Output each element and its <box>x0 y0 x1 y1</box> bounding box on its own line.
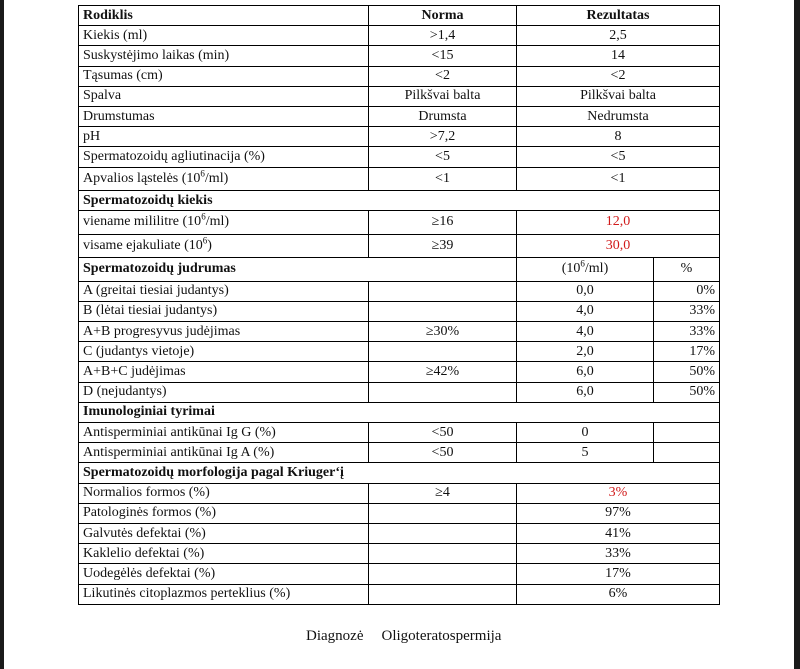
row-label: Suskystėjimo laikas (min) <box>79 46 369 66</box>
row-empty <box>654 443 720 463</box>
row-norm: >7,2 <box>369 127 517 147</box>
row-result: 41% <box>517 523 720 543</box>
row-label: Spalva <box>79 86 369 106</box>
table-row <box>79 46 720 66</box>
section-title-morphology: Spermatozoidų morfologija pagal Kriuger‘į <box>79 463 720 483</box>
row-label: Galvutės defektai (%) <box>79 523 369 543</box>
row-norm <box>369 301 517 321</box>
row-norm <box>369 544 517 564</box>
row-percent: 50% <box>654 382 720 402</box>
row-result-abnormal: 12,0 <box>517 211 720 235</box>
row-percent: 17% <box>654 342 720 362</box>
table-row <box>79 483 720 503</box>
row-label: D (nejudantys) <box>79 382 369 402</box>
table-row <box>79 26 720 46</box>
table-row <box>79 322 720 342</box>
row-percent: 33% <box>654 322 720 342</box>
row-percent: 0% <box>654 281 720 301</box>
row-value: 0 <box>517 423 654 443</box>
row-label: Antisperminiai antikūnai Ig G (%) <box>79 423 369 443</box>
row-result: <1 <box>517 167 720 191</box>
header-norm: Norma <box>369 6 517 26</box>
row-label: A (greitai tiesiai judantys) <box>79 281 369 301</box>
row-value: 6,0 <box>517 362 654 382</box>
window-edge-right <box>794 0 800 669</box>
row-label: viename mililitre $(10^6/ml)$ <box>79 211 369 235</box>
row-label: A+B+C judėjimas <box>79 362 369 382</box>
row-norm: ≥4 <box>369 483 517 503</box>
row-norm <box>369 382 517 402</box>
row-label: Kaklelio defektai (%) <box>79 544 369 564</box>
row-result: 14 <box>517 46 720 66</box>
row-label: Uodegėlės defektai (%) <box>79 564 369 584</box>
row-norm: <50 <box>369 443 517 463</box>
row-norm: ≥42% <box>369 362 517 382</box>
table-row <box>79 564 720 584</box>
diagnosis-label: Diagnozė <box>306 628 364 644</box>
table-row <box>79 362 720 382</box>
table-row <box>79 382 720 402</box>
table-row <box>79 423 720 443</box>
row-label: A+B progresyvus judėjimas <box>79 322 369 342</box>
row-result: 8 <box>517 127 720 147</box>
row-result: Nedrumsta <box>517 106 720 126</box>
row-value: 6,0 <box>517 382 654 402</box>
row-norm <box>369 281 517 301</box>
row-norm: >1,4 <box>369 26 517 46</box>
row-norm: ≥39 <box>369 234 517 258</box>
row-result: <2 <box>517 66 720 86</box>
row-norm <box>369 523 517 543</box>
row-norm <box>369 503 517 523</box>
table-row <box>79 584 720 604</box>
row-norm: Drumsta <box>369 106 517 126</box>
table-row <box>79 443 720 463</box>
section-header <box>79 402 720 422</box>
window-edge-left <box>0 0 4 669</box>
row-label: Apvalios ląstelės $(10^6/ml)$ <box>79 167 369 191</box>
row-norm <box>369 564 517 584</box>
row-result-abnormal: 3% <box>517 483 720 503</box>
row-result: 17% <box>517 564 720 584</box>
row-label: C (judantys vietoje) <box>79 342 369 362</box>
row-result-abnormal: 30,0 <box>517 234 720 258</box>
row-label: Spermatozoidų agliutinacija (%) <box>79 147 369 167</box>
row-result: 2,5 <box>517 26 720 46</box>
row-label: Drumstumas <box>79 106 369 126</box>
row-label: Antisperminiai antikūnai Ig A (%) <box>79 443 369 463</box>
table-row <box>79 281 720 301</box>
diagnosis-value: Oligoteratospermija <box>381 628 502 644</box>
row-value: 0,0 <box>517 281 654 301</box>
row-result: 33% <box>517 544 720 564</box>
table-row <box>79 342 720 362</box>
motility-percent-header: % <box>654 258 720 282</box>
table-row <box>79 211 720 235</box>
row-percent: 33% <box>654 301 720 321</box>
row-norm: Pilkšvai balta <box>369 86 517 106</box>
row-norm: ≥16 <box>369 211 517 235</box>
row-norm: <2 <box>369 66 517 86</box>
row-label: pH <box>79 127 369 147</box>
row-label: Tąsumas (cm) <box>79 66 369 86</box>
table-row <box>79 523 720 543</box>
table-row <box>79 86 720 106</box>
section-title-motility: Spermatozoidų judrumas <box>79 258 517 282</box>
row-label: Likutinės citoplazmos perteklius (%) <box>79 584 369 604</box>
table-row <box>79 503 720 523</box>
row-label: B (lėtai tiesiai judantys) <box>79 301 369 321</box>
motility-unit-header: $(10^6/ml)$ <box>517 258 654 282</box>
table-row <box>79 167 720 191</box>
section-title-count: Spermatozoidų kiekis <box>79 191 720 211</box>
row-label: Kiekis (ml) <box>79 26 369 46</box>
row-value: 4,0 <box>517 322 654 342</box>
row-value: 4,0 <box>517 301 654 321</box>
row-label: Patologinės formos (%) <box>79 503 369 523</box>
table-row <box>79 147 720 167</box>
row-norm <box>369 342 517 362</box>
row-result: 97% <box>517 503 720 523</box>
row-label: visame ejakuliate $(10^6)$ <box>79 234 369 258</box>
row-value: 5 <box>517 443 654 463</box>
section-header <box>79 463 720 483</box>
row-norm: <1 <box>369 167 517 191</box>
header-result: Rezultatas <box>517 6 720 26</box>
row-result: 6% <box>517 584 720 604</box>
row-percent: 50% <box>654 362 720 382</box>
row-result: <5 <box>517 147 720 167</box>
row-label: Normalios formos (%) <box>79 483 369 503</box>
semen-analysis-table <box>78 5 720 605</box>
header-indicator: Rodiklis <box>79 6 369 26</box>
table-row <box>79 66 720 86</box>
row-norm: <15 <box>369 46 517 66</box>
row-value: 2,0 <box>517 342 654 362</box>
row-norm <box>369 584 517 604</box>
table-row <box>79 544 720 564</box>
section-title-immuno: Imunologiniai tyrimai <box>79 402 720 422</box>
row-result: Pilkšvai balta <box>517 86 720 106</box>
table-row <box>79 234 720 258</box>
table-row <box>79 301 720 321</box>
section-header <box>79 191 720 211</box>
row-norm: ≥30% <box>369 322 517 342</box>
diagnosis-line <box>306 628 501 645</box>
table-header-row <box>79 6 720 26</box>
row-empty <box>654 423 720 443</box>
table-row <box>79 106 720 126</box>
row-norm: <50 <box>369 423 517 443</box>
row-norm: <5 <box>369 147 517 167</box>
table-row <box>79 127 720 147</box>
section-header <box>79 258 720 282</box>
